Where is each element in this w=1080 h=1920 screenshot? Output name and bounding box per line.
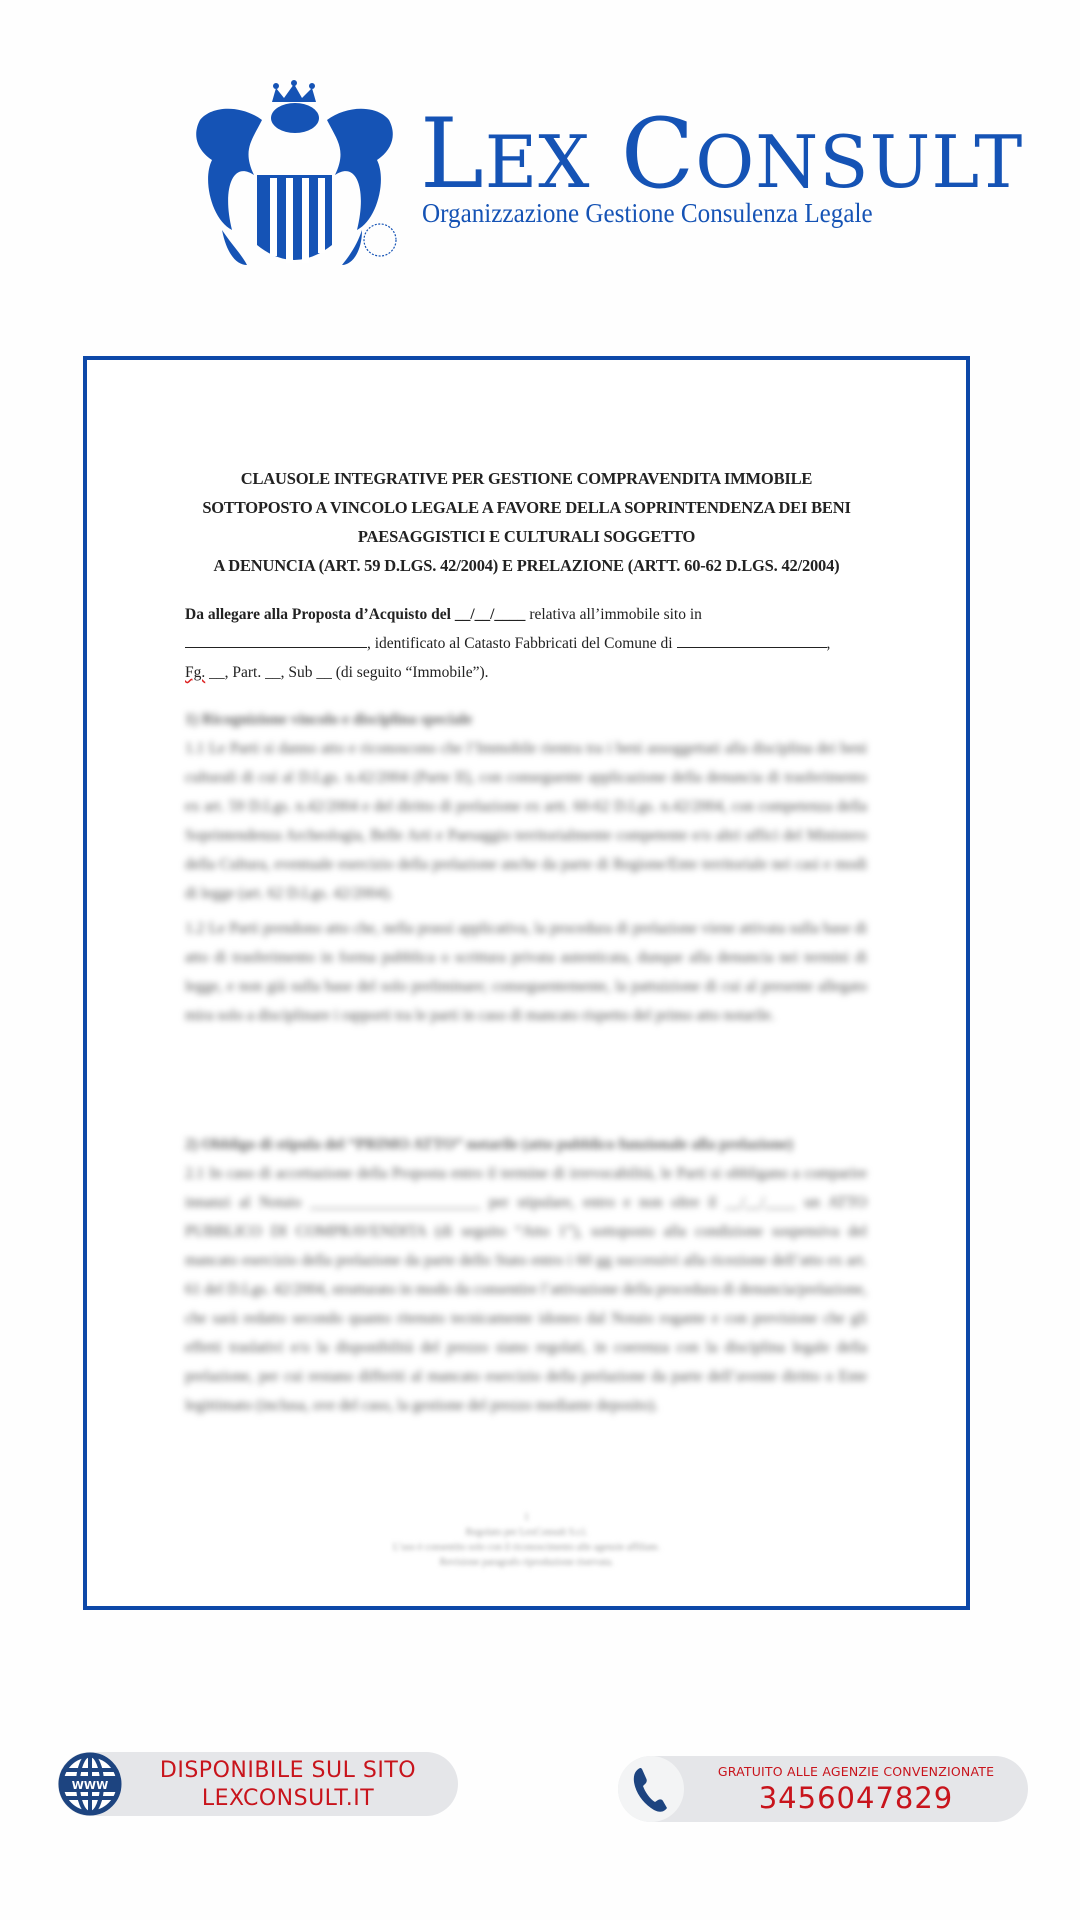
footer-line: Regolato per LexConsult S.r.l. bbox=[465, 1527, 588, 1538]
brand-rest-onsult: ONSULT bbox=[695, 120, 1024, 204]
comune-blank bbox=[677, 633, 827, 648]
brand-initial-l: L bbox=[420, 98, 485, 210]
section-paragraph: 2.1 In caso di accettazione della Proposta entro il termine di irrevocabilità, le Parti si obbligano a comparire innanzi al Notaio ______________________ per stipulare, entro e non oltre il __/__/____ un ATTO PUBBLICO DI COMPRAVENDITA (di seguito “Atto 1”), sottoposto alla condizione sospensiva del mancato esercizio della prelazione da parte dello Stato entro i 60 gg successivi alla ricezione dell’atto ex art. 61 del D.Lgs. 42/2004, strutturato in modo da consentire l’attivazione della procedura di denuncia/prelazione, che sarà redatto secondo quanto ritenuto tecnicamente idoneo dal Notaio rogante e con previsione che gli effetti traslativi e/o la disponibilità del prezzo siano regolati, in coerenza con la disciplina legale della prelazione, per cui restano differiti al mancato esercizio della prelazione da parte dell’avente diritto o Ente legittimato (inclusa, ove del caso, la gestione del prezzo mediante deposito). bbox=[185, 1165, 867, 1414]
website-link[interactable] bbox=[58, 1752, 458, 1816]
intro-text: , identificato al Catasto Fabbricati del Comune di bbox=[367, 635, 673, 652]
brand-rest-ex: EX bbox=[484, 120, 591, 204]
phone-icon bbox=[618, 1756, 684, 1822]
title-line: A DENUNCIA (ART. 59 D.LGS. 42/2004) E PRELAZIONE (ARTT. 60-62 D.LGS. 42/2004) bbox=[213, 556, 840, 575]
brand-name bbox=[420, 98, 1024, 210]
blurred-section-1 bbox=[185, 705, 867, 1030]
phone-caption: GRATUITO ALLE AGENZIE CONVENZIONATE bbox=[717, 1764, 995, 1779]
document-title bbox=[187, 464, 866, 580]
title-line: SOTTOPOSTO A VINCOLO LEGALE A FAVORE DELLA SOPRINTENDENZA DEI BENI bbox=[202, 498, 851, 517]
brand-tagline: Organizzazione Gestione Consulenza Legale bbox=[422, 198, 873, 228]
title-line: CLAUSOLE INTEGRATIVE PER GESTIONE COMPRAVENDITA IMMOBILE bbox=[240, 469, 813, 488]
section-heading: 2) Obbligo di stipula del “PRIMO ATTO” notarile (atto pubblico funzionale alla prelazione) bbox=[185, 1136, 793, 1153]
website-line-1: DISPONIBILE SUL SITO bbox=[159, 1758, 417, 1783]
section-heading: 1) Ricognizione vincolo e disciplina speciale bbox=[185, 711, 473, 728]
document-footer bbox=[87, 1510, 966, 1570]
globe-www-icon bbox=[58, 1752, 122, 1816]
svg-text:WWW: WWW bbox=[71, 1779, 109, 1792]
document-preview bbox=[83, 356, 970, 1610]
intro-text: __, Part. __, Sub __ (di seguito “Immobile”). bbox=[209, 664, 489, 681]
phone-contact[interactable] bbox=[618, 1756, 1028, 1822]
footer-line: Revisione paragrafo riproduzione riservata. bbox=[439, 1557, 614, 1568]
crest-logo-icon bbox=[192, 80, 397, 270]
intro-fg: Fg. bbox=[185, 664, 206, 681]
website-url: LEXCONSULT.IT bbox=[201, 1786, 375, 1811]
section-paragraph: 1.2 Le Parti prendono atto che, nella prassi applicativa, la procedura di prelazione viene attivata sulla base di atto di trasferimento in forma pubblica o scrittura privata autenticata, dunque alla denuncia nei termini di legge, e non già sulla base del solo preliminare; conseguentemente, la pattuizione di cui al presente allegato mira solo a disciplinare i rapporti tra le parti in caso di mancato rispetto del primo atto notarile. bbox=[185, 920, 867, 1024]
brand-initial-c: C bbox=[620, 98, 696, 210]
title-line: PAESAGGISTICI E CULTURALI SOGGETTO bbox=[357, 527, 696, 546]
address-blank bbox=[185, 633, 367, 648]
phone-icon-circle bbox=[618, 1756, 684, 1822]
intro-date-blank: __/__/____ bbox=[454, 606, 526, 623]
page-number: 1 bbox=[524, 1512, 529, 1523]
blurred-section-2 bbox=[185, 1130, 867, 1420]
section-paragraph: 1.1 Le Parti si danno atto e riconoscono che l’Immobile rientra tra i beni assoggettati alla disciplina dei beni culturali di cui al D.Lgs. n.42/2004 (Parte II), con conseguente applicazione della denuncia di trasferimento ex art. 59 D.Lgs. n.42/2004 e del diritto di prelazione ex artt. 60-62 D.Lgs. n.42/2004, con competenza della Soprintendenza Archeologia, Belle Arti e Paesaggio territorialmente competente e/o altri uffici del Ministero della Cultura, eventuale esercizio della prelazione anche da parte di Regione/Ente territoriale nei casi e modi di legge (art. 62 D.Lgs. 42/2004). bbox=[185, 740, 867, 902]
website-text bbox=[128, 1757, 448, 1813]
intro-bold: Da allegare alla Proposta d’Acquisto del bbox=[185, 606, 451, 623]
intro-text: relativa all’immobile sito in bbox=[529, 606, 702, 623]
phone-number[interactable]: 3456047829 bbox=[758, 1781, 954, 1815]
footer-line: L’uso è consentito solo con il riconoscimento alle agenzie affiliate. bbox=[392, 1542, 661, 1553]
document-intro: Da allegare alla Proposta d’Acquisto del __/__/____ relativa all’immobile sito in , identificato al Catasto Fabbricati del Comune di , Fg. __, Part. __, Sub __ (di seguito “Immobile”). bbox=[185, 606, 831, 681]
